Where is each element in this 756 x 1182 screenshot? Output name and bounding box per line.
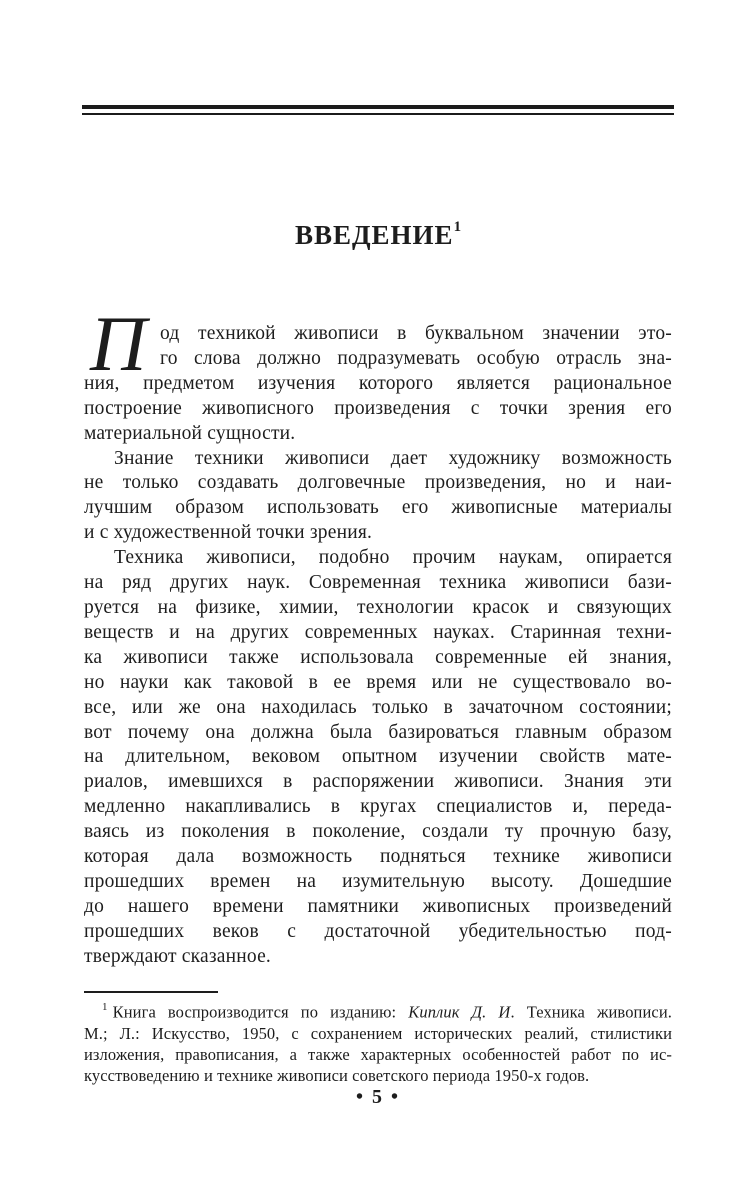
text-line: лучшим образом использовать его живописные материалы	[84, 497, 672, 519]
text-line: веществ и на других современных науках. Старинная техни-	[84, 621, 672, 643]
footnote-line: кусствоведению и технике живописи советского периода 1950-х годов.	[84, 1066, 590, 1086]
text-line: вот почему она должна была базироваться главным образом	[84, 721, 672, 743]
footnote	[84, 998, 672, 1087]
text-line: го слова должно подразумевать особую отрасль зна-	[160, 347, 672, 369]
page-number: • 5 •	[355, 1086, 400, 1108]
footnote-text: Книга воспроизводится по изданию:	[112, 1002, 409, 1022]
paragraph-2	[84, 447, 672, 547]
text-line: которая дала возможность подняться технике живописи	[84, 846, 672, 868]
text-line: на длительном, вековом опытном изучении свойств мате-	[84, 746, 672, 768]
text-line: ния, предметом изучения которого является рациональное	[84, 372, 672, 394]
text-line: медленно накапливались в кругах специалистов и, переда-	[84, 796, 672, 818]
chapter-title-text: ВВЕДЕНИЕ	[294, 220, 454, 250]
text-line: ваясь из поколения в поколение, создали ту прочную базу,	[84, 821, 672, 843]
paragraph-3	[84, 546, 672, 969]
footnote-line	[84, 998, 672, 1023]
footnote-marker: 1	[102, 1001, 108, 1013]
text-line: тверждают сказанное.	[84, 945, 272, 967]
text-line: руется на физике, химии, технологии красок и связующих	[84, 596, 672, 618]
footnote-citation-author: Киплик Д. И	[408, 1002, 511, 1022]
text-line: на ряд других наук. Современная техника живописи бази-	[84, 572, 672, 594]
text-line: построение живописного произведения с точки зрения его	[84, 397, 672, 419]
text-line: до нашего времени памятники живописных произведений	[84, 895, 672, 917]
footnote-text: . Техника живописи.	[510, 1002, 672, 1022]
footnote-line: М.; Л.: Искусство, 1950, с сохранением исторических реалий, стилистики	[84, 1023, 672, 1043]
text-line: все, или же она находилась только в зачаточном состоянии;	[84, 696, 672, 718]
text-line: материальной сущности.	[84, 422, 296, 444]
text-line: и с художественной точки зрения.	[84, 522, 373, 544]
text-line: но науки как таковой в ее время или не существовало во-	[84, 671, 672, 693]
text-line: Знание техники живописи дает художнику возможность	[114, 447, 672, 469]
top-rule-thick	[82, 105, 674, 109]
text-line: прошедших веков с достаточной убедительностью под-	[84, 920, 672, 942]
text-line: риалов, имевшихся в распоряжении живописи. Знания эти	[84, 771, 672, 793]
text-line: Техника живописи, подобно прочим наукам, опирается	[114, 547, 672, 569]
body-text	[84, 300, 672, 970]
paragraph-1	[84, 300, 672, 447]
title-footnote-ref: 1	[453, 219, 462, 235]
footnote-line: изложения, правописания, а также характерных особенностей работ по ис-	[84, 1045, 672, 1065]
drop-cap-letter: П	[90, 300, 147, 387]
footnote-rule	[84, 991, 218, 993]
top-rule-thin	[82, 113, 674, 115]
text-line: ка живописи также использовала современные ей знания,	[84, 646, 672, 668]
text-line: од техникой живописи в буквальном значении это-	[160, 323, 672, 344]
text-line: не только создавать долговечные произведения, но и наи-	[84, 472, 672, 494]
text-line: прошедших времен на изумительную высоту. Дошедшие	[84, 870, 672, 892]
chapter-title	[84, 220, 672, 251]
